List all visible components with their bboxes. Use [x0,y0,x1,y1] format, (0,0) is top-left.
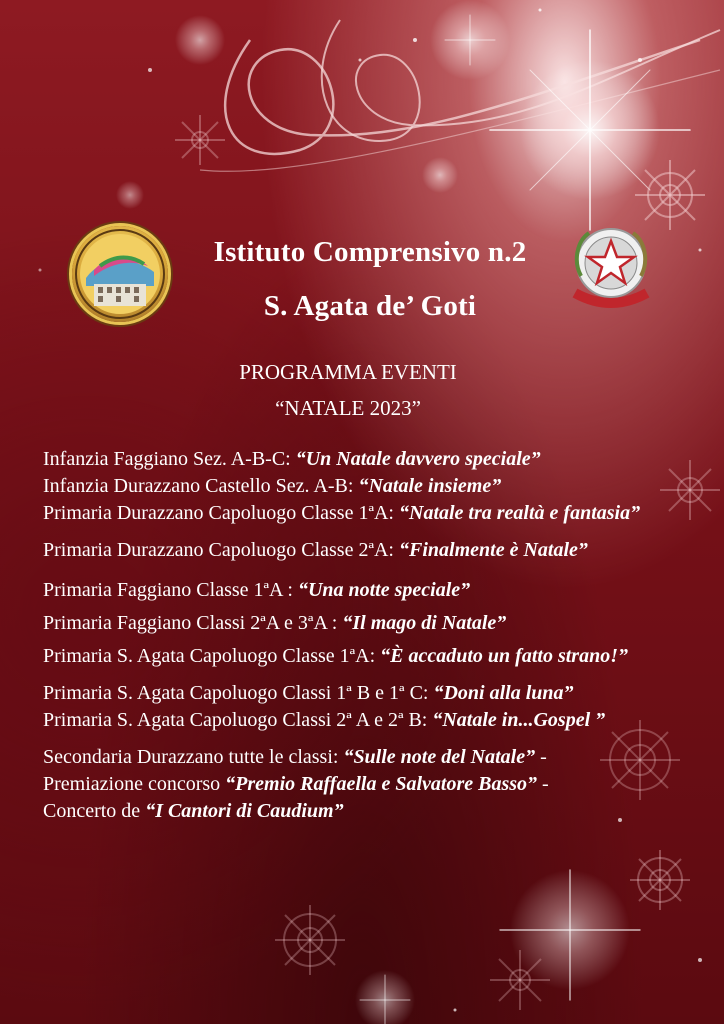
event-item: Primaria S. Agata Capoluogo Classi 2ª A e 2ª B: “Natale in...Gospel ” [43,709,606,731]
swirl-ribbon [200,20,720,171]
event-item: Primaria Durazzano Capoluogo Classe 1ªA: “Natale tra realtà e fantasia” [43,502,641,524]
event-item: Primaria S. Agata Capoluogo Classe 1ªA: “È accaduto un fatto strano!” [43,645,628,667]
event-item: Primaria Durazzano Capoluogo Classe 2ªA: “Finalmente è Natale” [43,539,588,561]
event-item: Premiazione concorso “Premio Raffaella e Salvatore Basso” - [43,773,549,795]
event-item: Concerto de “I Cantori di Caudium” [43,800,344,822]
event-item: Infanzia Faggiano Sez. A-B-C: “Un Natale davvero speciale” [43,448,541,470]
event-item: Infanzia Durazzano Castello Sez. A-B: “Natale insieme” [43,475,502,497]
school-name: Istituto Comprensivo n.2 [213,236,527,268]
event-item: Primaria Faggiano Classe 1ªA : “Una notte speciale” [43,579,471,601]
program-title: PROGRAMMA EVENTI [239,360,457,384]
event-item: Primaria Faggiano Classi 2ªA e 3ªA : “Il mago di Natale” [43,612,507,634]
school-location: S. Agata de’ Goti [263,290,477,322]
event-item: Primaria S. Agata Capoluogo Classi 1ª B e 1ª C: “Doni alla luna” [43,682,574,704]
event-name: “NATALE 2023” [275,396,421,420]
event-item: Secondaria Durazzano tutte le classi: “Sulle note del Natale” - [43,746,547,768]
events-list [43,446,693,825]
